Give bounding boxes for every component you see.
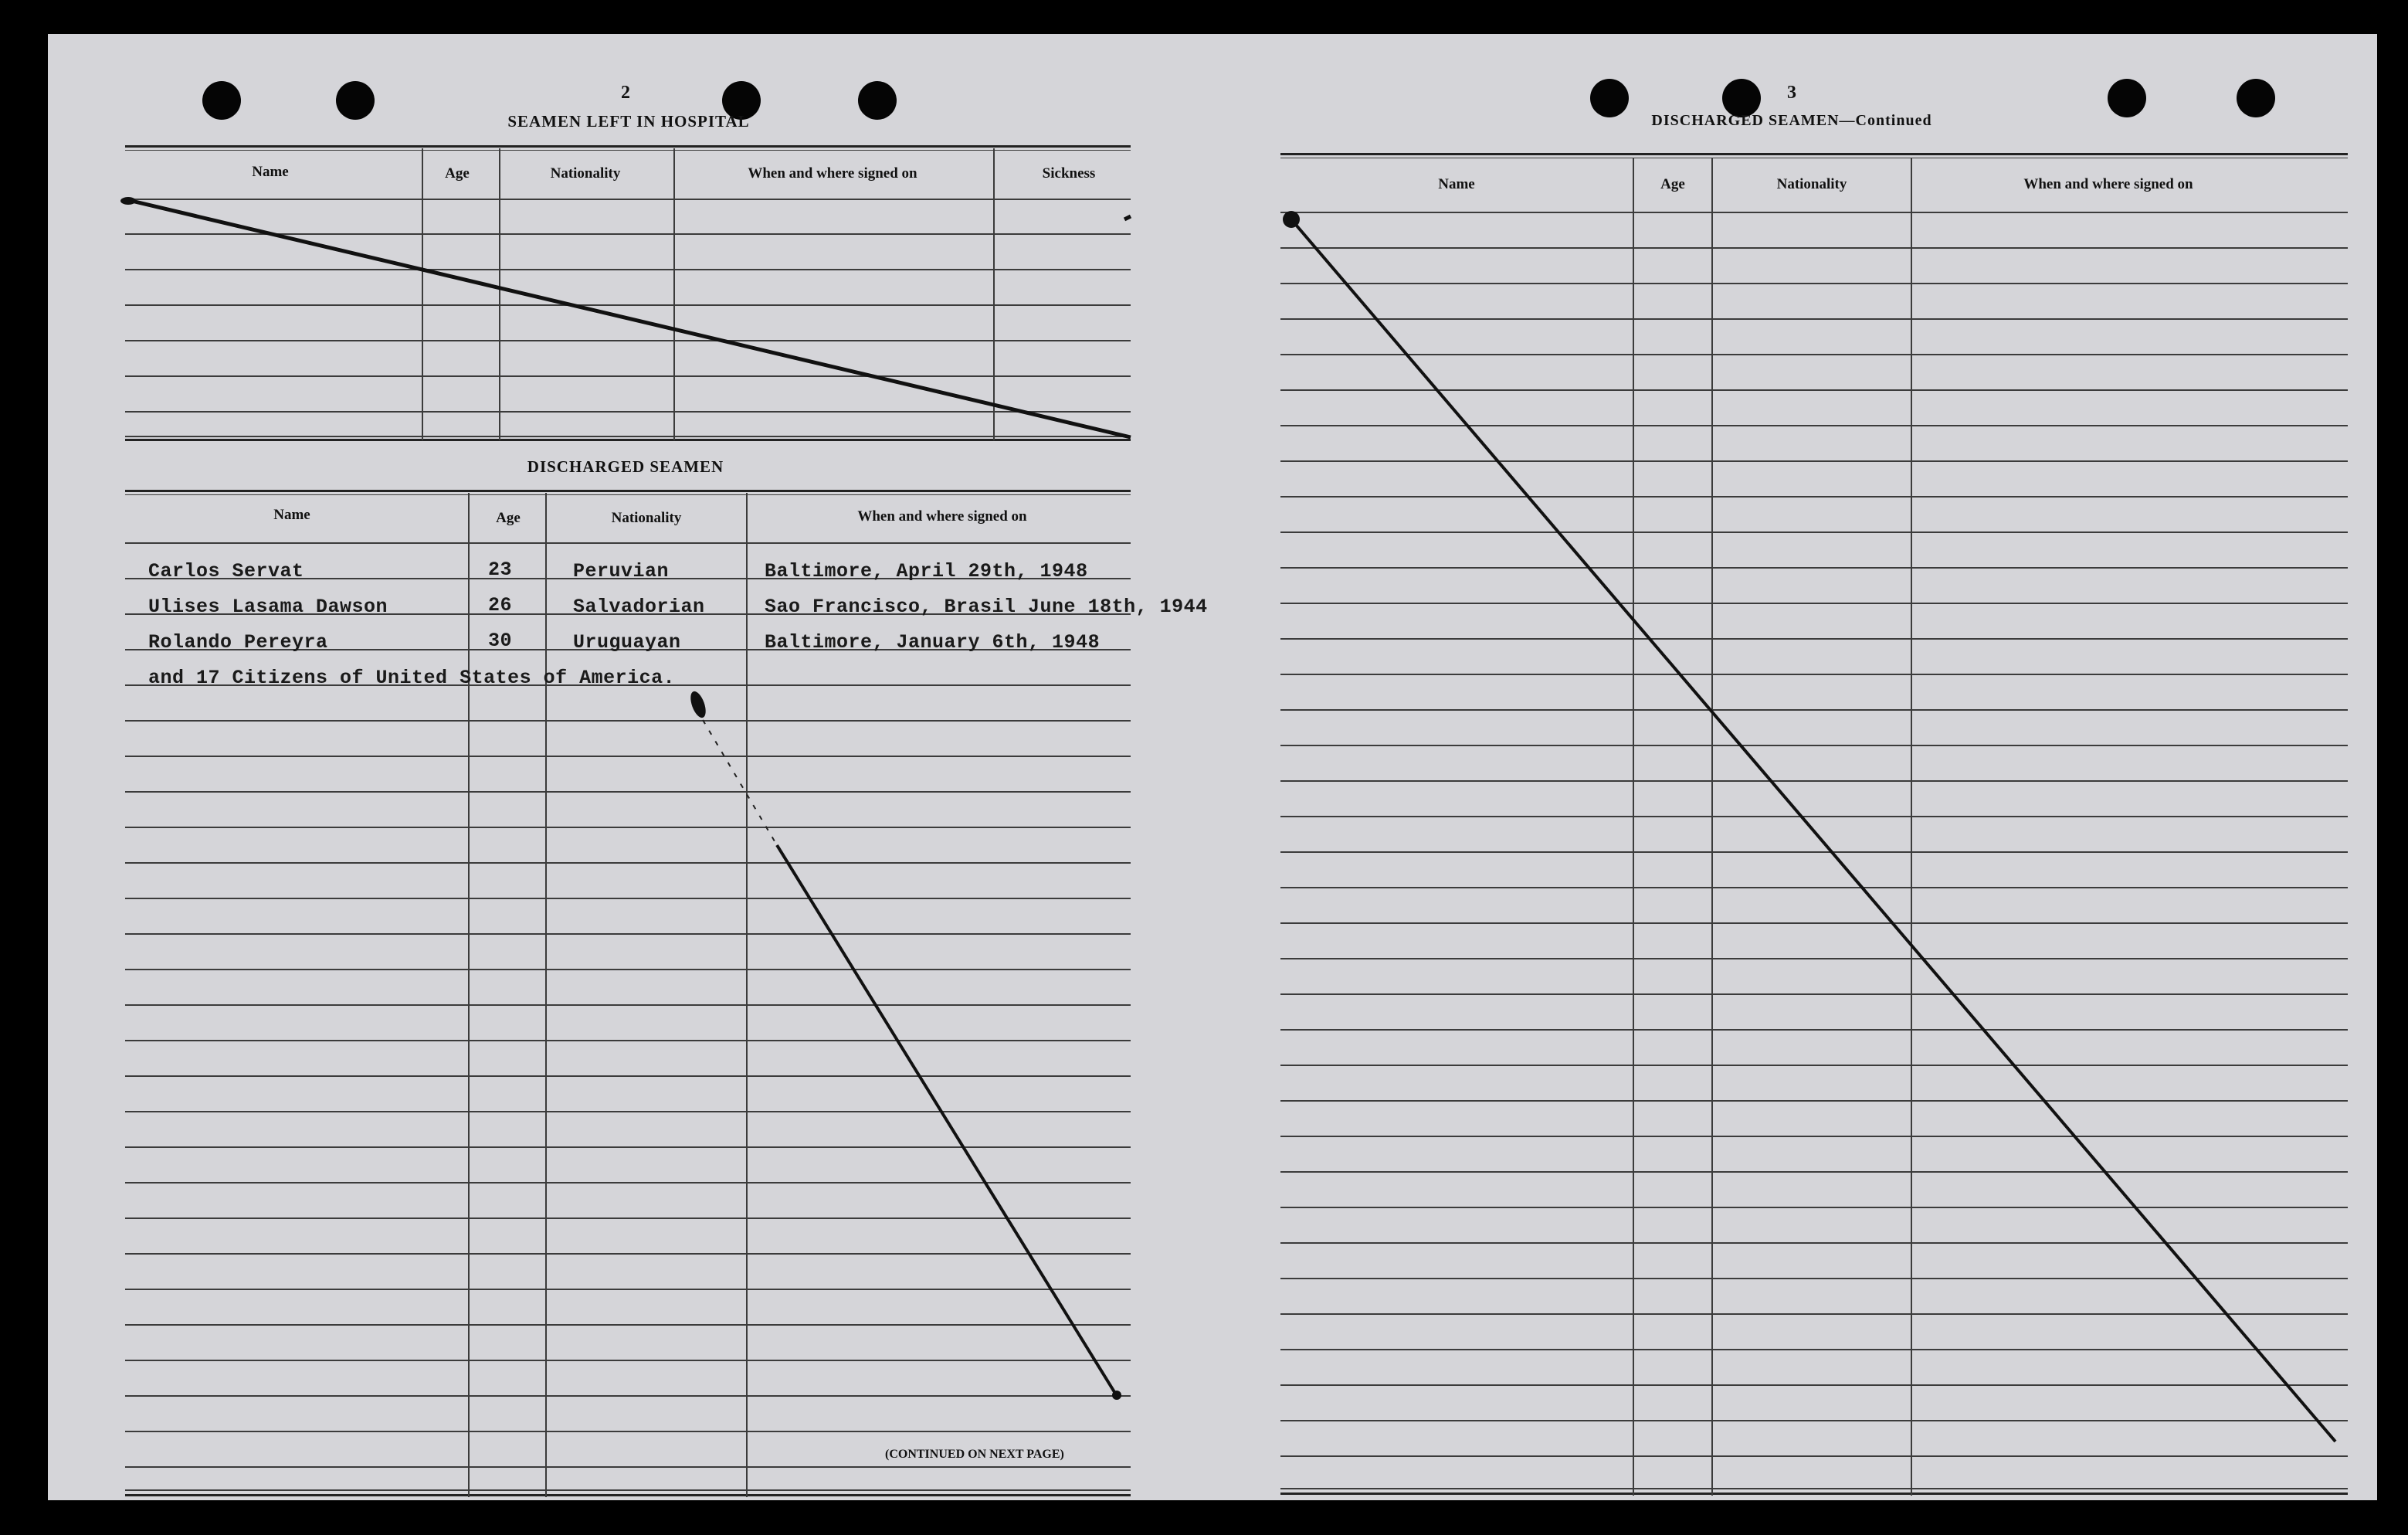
seaman-row-1-age: 23 <box>488 559 513 581</box>
seaman-row-2-nationality: Salvadorian <box>573 596 705 618</box>
ink-blot <box>120 197 136 205</box>
page-number-left: 2 <box>621 83 630 103</box>
hospital-section-title: SEAMEN LEFT IN HOSPITAL <box>507 112 750 131</box>
continued-note: (CONTINUED ON NEXT PAGE) <box>885 1448 1064 1461</box>
seaman-row-3-signed-on: Baltimore, January 6th, 1948 <box>765 631 1101 654</box>
seaman-row-1-nationality: Peruvian <box>573 560 670 582</box>
discharged-cancel-stroke-dashed <box>703 720 777 845</box>
seaman-row-2-name: Ulises Lasama Dawson <box>148 596 388 618</box>
discharged-col-nationality: Nationality <box>611 510 682 526</box>
hospital-cancel-stroke <box>125 199 1131 437</box>
discharged-continued-title: DISCHARGED SEAMEN—Continued <box>1651 112 1932 129</box>
continued-cancel-stroke <box>1291 219 2335 1442</box>
discharged-cancel-stroke <box>777 845 1118 1398</box>
hospital-col-sickness: Sickness <box>1042 165 1096 182</box>
hospital-col-age: Age <box>445 165 470 182</box>
hospital-col-nationality: Nationality <box>550 165 621 182</box>
seaman-row-3-age: 30 <box>488 630 513 652</box>
seaman-row-2-age: 26 <box>488 594 513 616</box>
page-number-right: 3 <box>1787 83 1796 103</box>
document-sheet <box>48 34 2377 1500</box>
ink-blot <box>1112 1391 1121 1400</box>
right-col-nationality: Nationality <box>1776 176 1847 192</box>
discharged-col-signed-on: When and where signed on <box>857 508 1027 525</box>
hospital-col-signed-on: When and where signed on <box>748 165 917 182</box>
right-col-signed-on: When and where signed on <box>2023 176 2193 192</box>
citizens-note: and 17 Citizens of United States of America. <box>148 667 676 689</box>
pen-mark <box>1124 216 1131 219</box>
seaman-row-1-name: Carlos Servat <box>148 560 304 582</box>
right-col-age: Age <box>1660 176 1685 192</box>
seaman-row-2-signed-on: Sao Francisco, Brasil June 18th, 1944 <box>765 596 1208 618</box>
discharged-col-name: Name <box>273 507 310 523</box>
ink-blot <box>687 689 708 719</box>
seaman-row-3-name: Rolando Pereyra <box>148 631 328 654</box>
cancellation-strokes <box>48 34 2377 1500</box>
hospital-col-name: Name <box>252 164 289 180</box>
discharged-section-title: DISCHARGED SEAMEN <box>527 457 724 476</box>
discharged-col-age: Age <box>496 510 521 526</box>
right-col-name: Name <box>1438 176 1475 192</box>
seaman-row-3-nationality: Uruguayan <box>573 631 681 654</box>
seaman-row-1-signed-on: Baltimore, April 29th, 1948 <box>765 560 1088 582</box>
